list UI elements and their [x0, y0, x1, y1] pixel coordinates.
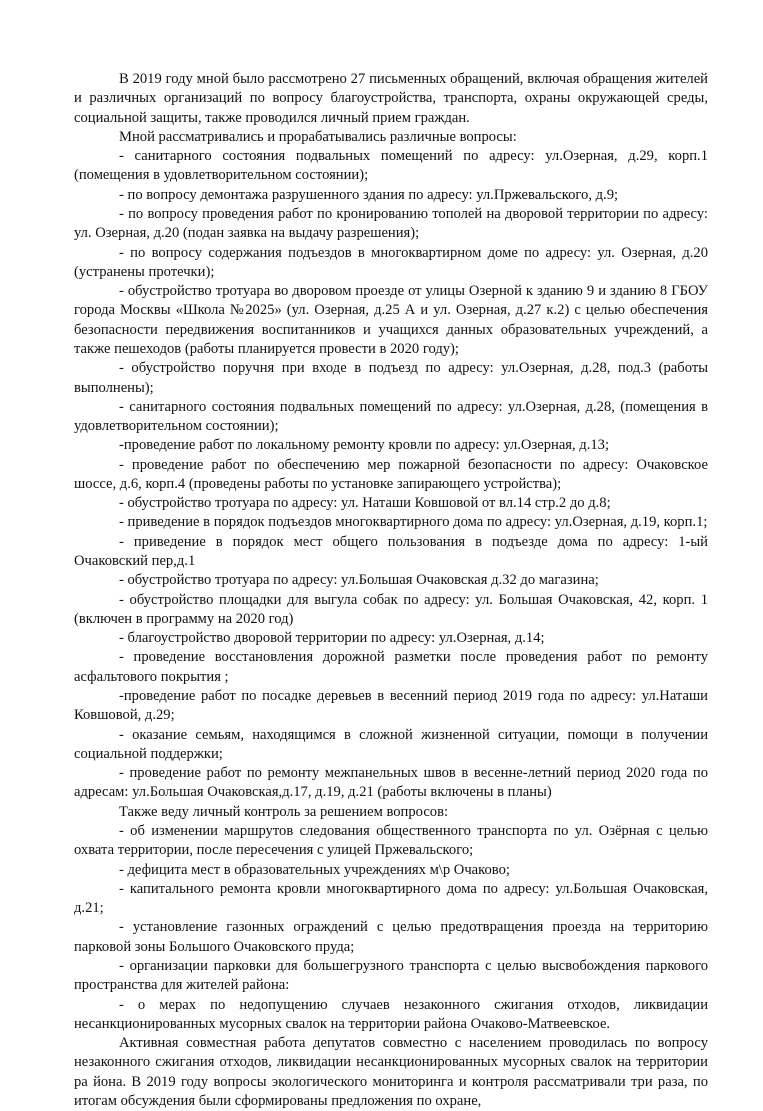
paragraph: - капитального ремонта кровли многоквартирного дома по адресу: ул.Большая Очаковская, д.21;	[74, 880, 708, 917]
paragraph: - о мерах по недопущению случаев незаконного сжигания отходов, ликвидации несанкционированных мусорных свалок на территории района Очаково-Матвеевское.	[74, 996, 708, 1032]
paragraph: В 2019 году мной было рассмотрено 27 письменных обращений, включая обращения жителей и различных организаций по вопросу благоустройства, транспорта, охраны окружающей среды, социальной защиты, также проводился личный прием граждан.	[74, 71, 708, 126]
paragraph: Мной рассматривались и прорабатывались различные вопросы:	[119, 128, 517, 145]
paragraph: Также веду личный контроль за решением вопросов:	[119, 803, 449, 820]
paragraph: Активная совместная работа депутатов совместно с населением проводилась по вопросу незаконного сжигания отходов, ликвидации несанкционированных мусорных свалок на территории ра йона. В 2019 году вопросы экологического мониторинга и контроля рассматривали три раза, по итогам обсуждения были сформированы предложения по охране,	[74, 1035, 708, 1109]
paragraph: -проведение работ по посадке деревьев в весенний период 2019 года по адресу: ул.Наташи Ковшовой, д.29;	[74, 688, 708, 724]
paragraph: - организации парковки для большегрузного транспорта с целью высвобождения паркового пространства для жителей района:	[74, 957, 708, 994]
document-body	[74, 70, 708, 1111]
paragraph: - обустройство площадки для выгула собак по адресу: ул. Большая Очаковская, 42, корп. 1 (включен в программу на 2020 год)	[74, 591, 708, 627]
paragraph: - оказание семьям, находящимся в сложной жизненной ситуации, помощи в получении социальной поддержки;	[74, 726, 708, 762]
paragraph: - санитарного состояния подвальных помещений по адресу: ул.Озерная, д.29, корп.1 (помещения в удовлетворительном состоянии);	[74, 148, 708, 184]
paragraph: - проведение восстановления дорожной разметки после проведения работ по ремонту асфальтового покрытия ;	[74, 649, 708, 685]
paragraph: - приведение в порядок подъездов многоквартирного дома по адресу: ул.Озерная, д.19, корп.1;	[119, 514, 708, 531]
paragraph: - дефицита мест в образовательных учреждениях м\р Очаково;	[119, 861, 510, 878]
paragraph: - по вопросу демонтажа разрушенного здания по адресу: ул.Пржевальского, д.9;	[119, 186, 619, 203]
paragraph: - обустройство тротуара по адресу: ул.Большая Очаковская д.32 до магазина;	[119, 572, 599, 589]
paragraph: - по вопросу содержания подъездов в многоквартирном доме по адресу: ул. Озерная, д.20 (устранены протечки);	[74, 244, 708, 280]
paragraph: - санитарного состояния подвальных помещений по адресу: ул.Озерная, д.28, (помещения в удовлетворительном состоянии);	[74, 398, 708, 435]
paragraph: - благоустройство дворовой территории по адресу: ул.Озерная, д.14;	[119, 630, 545, 647]
paragraph: - обустройство тротуара во дворовом проезде от улицы Озерной к зданию 9 и зданию 8 ГБОУ города Москвы «Школа №2025» (ул. Озерная, д.25 А и ул. Озерная, д.27 к.2) с целью обеспечения безопасности передвижения воспитанников и учащихся данных образовательных учреждений, а также пешеходов (работы планируется провести в 2020 году);	[74, 283, 708, 357]
paragraph: - проведение работ по обеспечению мер пожарной безопасности по адресу: Очаковское шоссе, д.6, корп.4 (проведены работы по установке запирающего устройства);	[74, 456, 708, 492]
paragraph: - приведение в порядок мест общего пользования в подъезде дома по адресу: 1-ый Очаковский пер,д.1	[74, 533, 708, 570]
paragraph: - проведение работ по ремонту межпанельных швов в весенне-летний период 2020 года по адресам: ул.Большая Очаковская,д.17, д.19, д.21 (работы включены в планы)	[74, 765, 708, 801]
paragraph: - установление газонных ограждений с целью предотвращения проезда на территорию парковой зоны Большого Очаковского пруда;	[74, 919, 708, 955]
paragraph: - по вопросу проведения работ по кронированию тополей на дворовой территории по адресу: ул. Озерная, д.20 (подан заявка на выдачу разрешения);	[74, 205, 708, 242]
paragraph: - обустройство поручня при входе в подъезд по адресу: ул.Озерная, д.28, под.3 (работы выполнены);	[74, 360, 708, 396]
paragraph: - об изменении маршрутов следования общественного транспорта по ул. Озёрная с целью охвата территории, после пересечения с улицей Пржевальского;	[74, 822, 708, 859]
paragraph: - обустройство тротуара по адресу: ул. Наташи Ковшовой от вл.14 стр.2 до д.8;	[119, 495, 611, 512]
paragraph: -проведение работ по локальному ремонту кровли по адресу: ул.Озерная, д.13;	[119, 437, 610, 454]
